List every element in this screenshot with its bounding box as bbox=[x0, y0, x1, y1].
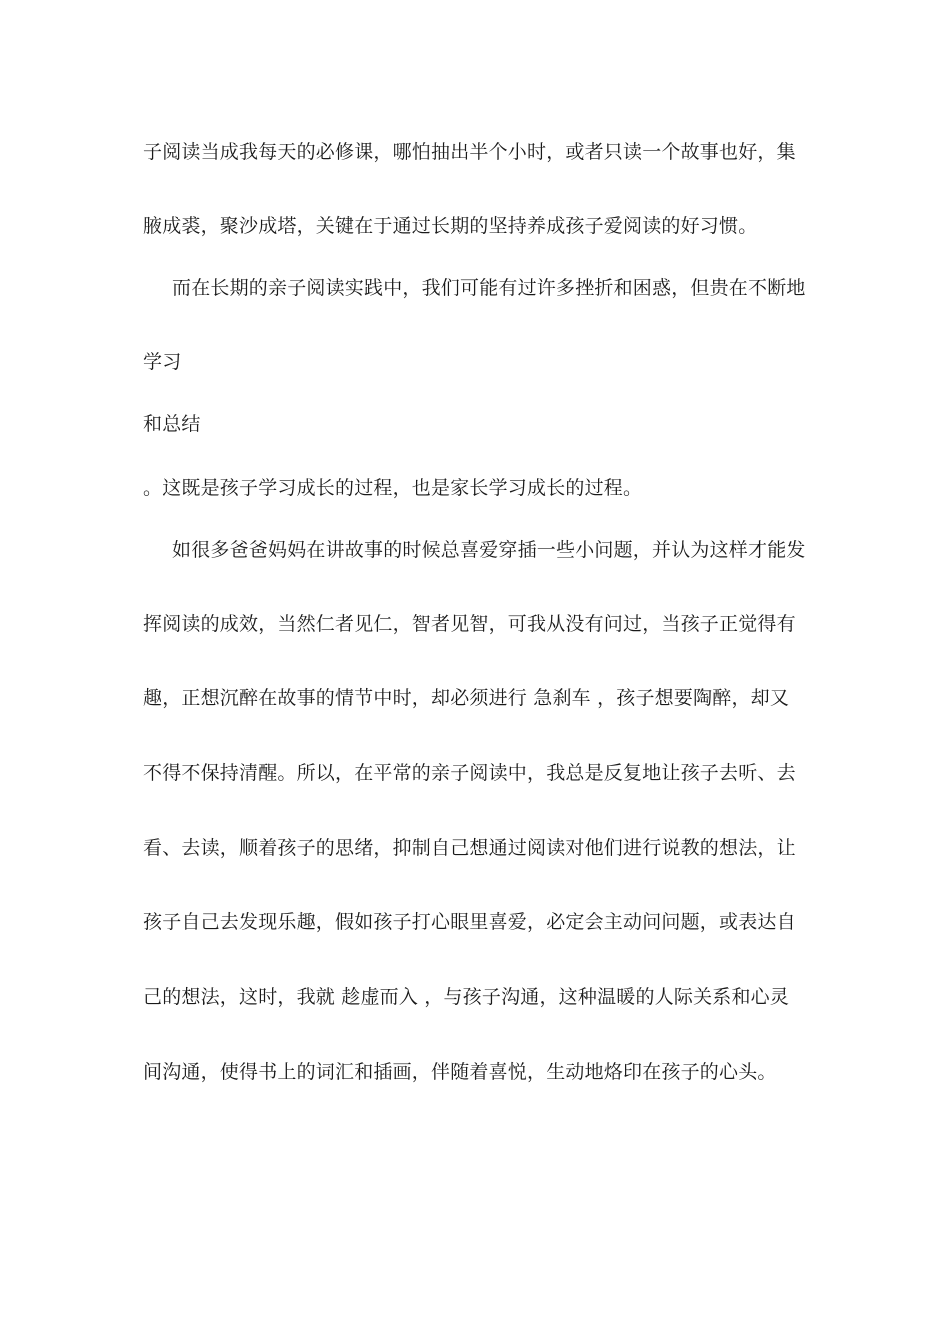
text-line: 挥阅读的成效，当然仁者见仁，智者见智，可我从没有问过，当孩子正觉得有 bbox=[143, 613, 796, 635]
text-line: 和总结 bbox=[143, 413, 201, 435]
paragraph-start-line: 如很多爸爸妈妈在讲故事的时候总喜爱穿插一些小问题，并认为这样才能发 bbox=[172, 539, 806, 561]
text-line: 子阅读当成我每天的必修课，哪怕抽出半个小时，或者只读一个故事也好，集 bbox=[143, 141, 796, 163]
text-line: 己的想法，这时，我就 趁虚而入 ，与孩子沟通，这种温暖的人际关系和心灵 bbox=[143, 986, 790, 1008]
paragraph-start-line: 而在长期的亲子阅读实践中，我们可能有过许多挫折和困惑，但贵在不断地 bbox=[172, 277, 806, 299]
text-line: 看、去读，顺着孩子的思绪，抑制自己想通过阅读对他们进行说教的想法，让 bbox=[143, 837, 796, 859]
text-line: 腋成裘，聚沙成塔，关键在于通过长期的坚持养成孩子爱阅读的好习惯。 bbox=[143, 215, 758, 237]
text-line: 不得不保持清醒。所以，在平常的亲子阅读中，我总是反复地让孩子去听、去 bbox=[143, 762, 796, 784]
text-line: 学习 bbox=[143, 351, 182, 373]
text-line: 趣，正想沉醉在故事的情节中时，却必须进行 急刹车 ，孩子想要陶醉，却又 bbox=[143, 687, 790, 709]
text-line: 。这既是孩子学习成长的过程，也是家长学习成长的过程。 bbox=[143, 477, 643, 499]
text-line: 间沟通，使得书上的词汇和插画，伴随着喜悦，生动地烙印在孩子的心头。 bbox=[143, 1061, 777, 1083]
text-line: 孩子自己去发现乐趣，假如孩子打心眼里喜爱，必定会主动问问题，或表达自 bbox=[143, 911, 796, 933]
